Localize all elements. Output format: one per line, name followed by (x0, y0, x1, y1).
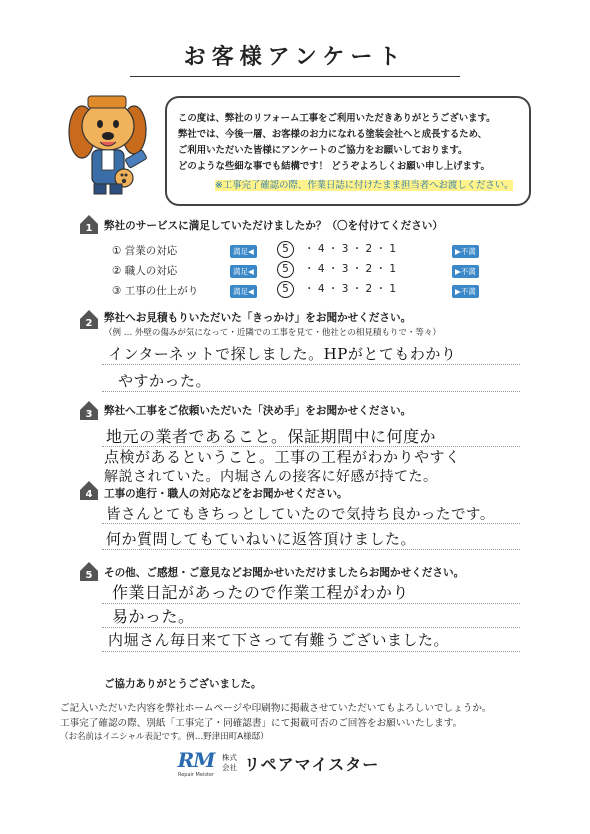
title-underline (130, 76, 460, 77)
dog-mascot-icon (62, 92, 162, 202)
dissatisfied-badge: ▶不満 (452, 245, 479, 258)
selected-rating[interactable]: 5 (277, 261, 294, 278)
q4-number: 4 (85, 489, 93, 500)
q1-row-label: ② 職人の対応 (112, 265, 178, 277)
q4-answer-line: 皆さんとてもきちっとしていたので気持ち良かったです。 (106, 507, 495, 523)
company-logo (176, 748, 216, 778)
q1-rating-scale: 5 ・ 4 ・ 3 ・ 2 ・ 1 (277, 261, 396, 278)
q3-answer-line: 点検があるということ。工事の工程がわかりやすく (104, 448, 461, 466)
selected-rating[interactable]: 5 (277, 241, 294, 258)
q5-answer-line: 内堀さん毎日来て下さって有難うございました。 (108, 631, 450, 649)
satisfied-badge: 満足◀ (230, 265, 257, 278)
q1-row-label: ③ 工事の仕上がり (112, 285, 199, 297)
company-name: リペアマイスター (244, 755, 380, 774)
house-number-icon (78, 308, 100, 330)
q1-number: 1 (85, 223, 93, 234)
q3-title: 弊社へ工事をご依頼いただいた「決め手」をお聞かせください。 (104, 405, 412, 417)
intro-line: この度は、弊社のリフォーム工事をご利用いただきありがとうございます。 (178, 113, 496, 124)
q2-example: （例 … 外壁の傷みが気になって・近隣での工事を見て・他社との相見積もりで・等々） (104, 328, 441, 338)
q4-answer-line: 何か質問してもていねいに返答頂けました。 (106, 530, 417, 548)
q1-row-label: ① 営業の対応 (112, 245, 178, 257)
page-title: お客様アンケート (183, 45, 407, 70)
logo-kabushiki: 株式 (222, 753, 237, 762)
intro-line: どのような些細な事でも結構です！ どうぞよろしくお願い申し上げます。 (178, 161, 490, 172)
q3-answer-line: 解説されていた。内堀さんの接客に好感が持てた。 (104, 469, 438, 485)
intro-line: ご利用いただいた皆様にアンケートのご協力をお願いしております。 (178, 145, 468, 156)
q5-title: その他、ご感想・ご意見などお聞かせいただけましたらお聞かせください。 (104, 567, 465, 579)
intro-line: 弊社では、今後一層、お客様のお力になれる塗装会社へと成長するため、 (178, 129, 488, 140)
q2-answer-line: インターネットで探しました。HPがとてもわかり (108, 345, 457, 363)
answer-rule (102, 364, 520, 365)
satisfied-badge: 満足◀ (230, 285, 257, 298)
house-number-icon (78, 399, 100, 421)
q4-title: 工事の進行・職人の対応などをお聞かせください。 (104, 488, 348, 500)
footer-line: 工事完了確認の際、別紙「工事完了・同確認書」にて掲載可否のご回答をお願いいたします。 (60, 718, 463, 729)
logo-mark: RM (177, 748, 215, 772)
answer-rule (102, 549, 520, 550)
q2-answer-line: やすかった。 (118, 372, 212, 390)
q2-title: 弊社へお見積もりいただいた「きっかけ」をお聞かせください。 (104, 312, 412, 324)
logo-kaisha: 会社 (222, 763, 237, 772)
q1-title: 弊社のサービスに満足していただけましたか？（〇を付けてください） (104, 220, 443, 232)
q1-rating-scale: 5 ・ 4 ・ 3 ・ 2 ・ 1 (277, 241, 396, 258)
q5-answer-line: 作業日記があったので作業工程がわかり (112, 583, 409, 602)
footer-line: ご記入いただいた内容を弊社ホームページや印刷物に掲載させていただいてもよろしいでしょうか。 (60, 703, 492, 714)
intro-note-text: ※工事完了確認の際、作業日誌に付けたまま担当者へお渡しください。 (215, 180, 514, 191)
house-number-icon (78, 560, 100, 582)
q5-number: 5 (85, 570, 93, 581)
footer-line: （お名前はイニシャル表記です。例…野津田町A様邸） (60, 732, 269, 742)
house-number-icon (78, 479, 100, 501)
q2-number: 2 (85, 318, 93, 329)
q3-answer-line: 地元の業者であること。保証期間中に何度か (106, 427, 437, 446)
dissatisfied-badge: ▶不満 (452, 285, 479, 298)
q1-rating-scale: 5 ・ 4 ・ 3 ・ 2 ・ 1 (277, 281, 396, 298)
answer-rule (102, 391, 520, 392)
q3-number: 3 (85, 409, 93, 420)
satisfied-badge: 満足◀ (230, 245, 257, 258)
answer-rule (102, 523, 520, 524)
thanks-text: ご協力ありがとうございました。 (104, 678, 262, 690)
q5-answer-line: 易かった。 (112, 607, 195, 626)
intro-note (215, 177, 513, 191)
answer-rule (102, 651, 520, 652)
dissatisfied-badge: ▶不満 (452, 265, 479, 278)
selected-rating[interactable]: 5 (277, 281, 294, 298)
answer-rule (102, 627, 520, 628)
house-number-icon (78, 213, 100, 235)
logo-mark-sub: Repair Meister (177, 772, 215, 778)
